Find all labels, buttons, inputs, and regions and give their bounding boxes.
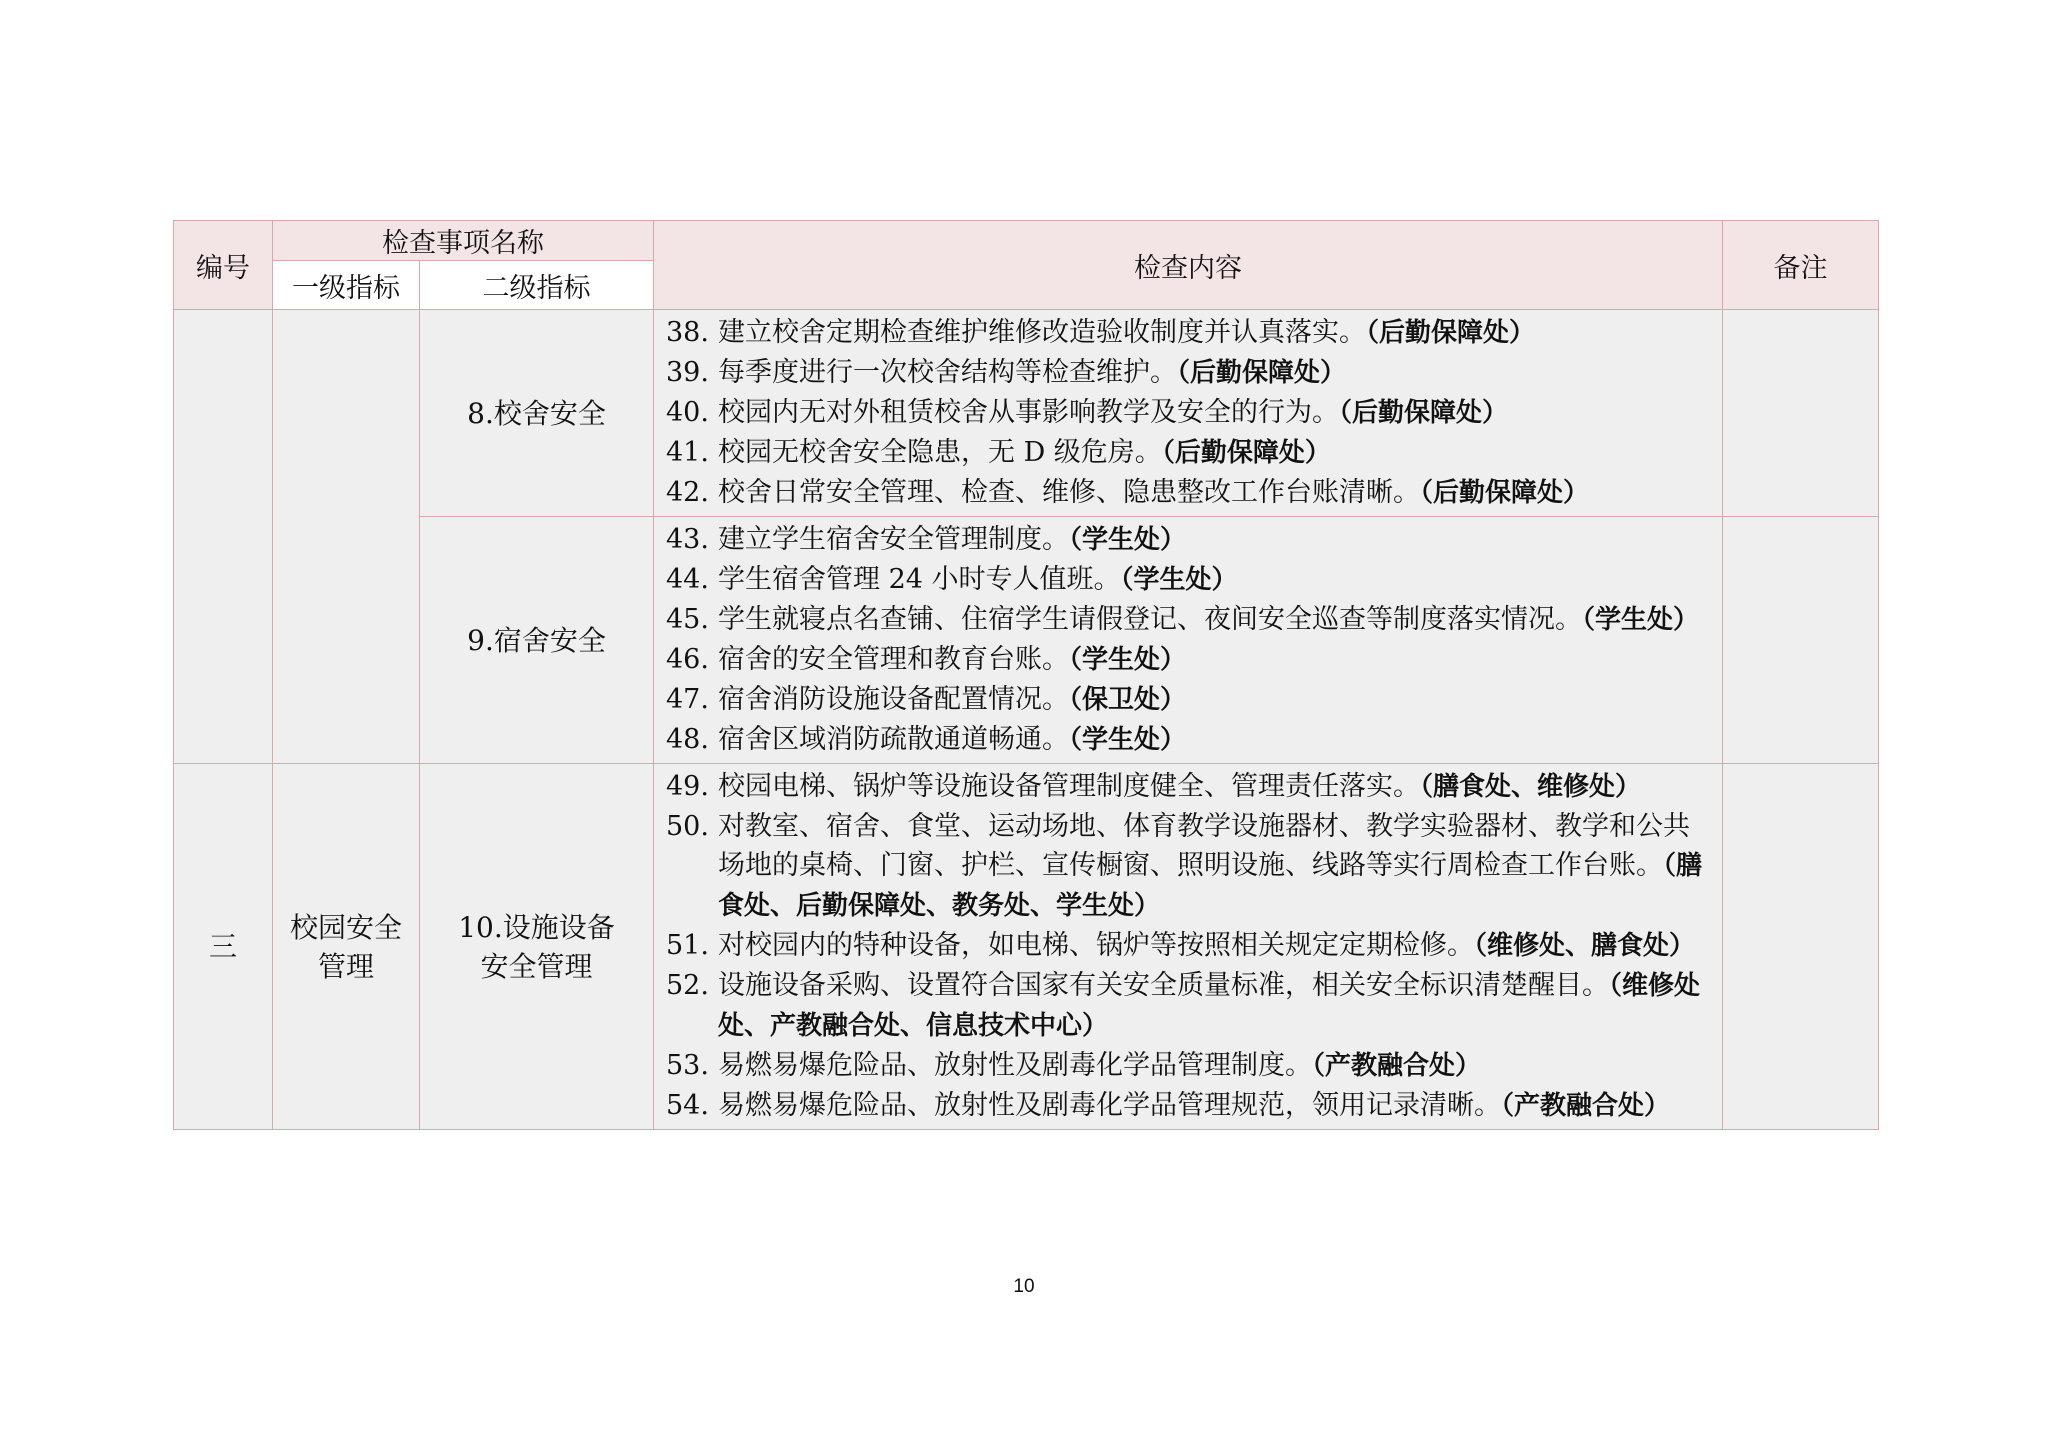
item-department: （保卫处）: [1069, 685, 1187, 715]
table-row: [174, 764, 1879, 1130]
item-department: （维修处、膳食处）: [1474, 931, 1696, 961]
content-cell: [654, 764, 1723, 1130]
item-text: 校园无校舍安全隐患，无 D 级危房。: [718, 437, 1162, 468]
item-body: [718, 807, 1708, 926]
table-row: [174, 517, 1879, 764]
item-body: [718, 393, 1708, 433]
item-body: [718, 926, 1708, 966]
item-body: [718, 353, 1708, 393]
level1-indicator: 校园安全管理: [273, 764, 420, 1130]
list-item: [666, 966, 1708, 1046]
item-department: （膳食处、后勤保障处、教务处、学生处）: [718, 851, 1703, 921]
item-body: [718, 966, 1708, 1046]
item-body: [718, 520, 1708, 560]
list-item: [666, 807, 1708, 926]
item-text: 校舍日常安全管理、检查、维修、隐患整改工作台账清晰。: [718, 477, 1420, 508]
list-item: [666, 767, 1708, 807]
item-text: 易燃易爆危险品、放射性及剧毒化学品管理制度。: [718, 1050, 1312, 1081]
header-remark: 备注: [1723, 221, 1879, 310]
list-item: [666, 313, 1708, 353]
item-text: 每季度进行一次校舍结构等检查维护。: [718, 357, 1177, 388]
item-text: 对校园内的特种设备，如电梯、锅炉等按照相关规定定期检修。: [718, 930, 1474, 961]
item-department: （学生处）: [1069, 525, 1187, 555]
header-level2: 二级指标: [420, 261, 654, 310]
list-item: [666, 600, 1708, 640]
item-department: （后勤保障处）: [1366, 318, 1536, 348]
item-number: 44.: [666, 564, 709, 595]
level2-indicator: 10.设施设备安全管理: [420, 764, 654, 1130]
list-item: [666, 560, 1708, 600]
item-department: （学生处）: [1069, 645, 1187, 675]
item-text: 宿舍的安全管理和教育台账。: [718, 644, 1069, 675]
item-text: 建立校舍定期检查维护维修改造验收制度并认真落实。: [718, 317, 1366, 348]
item-number: 39.: [666, 357, 709, 388]
item-text: 校园电梯、锅炉等设施设备管理制度健全、管理责任落实。: [718, 771, 1420, 802]
item-body: [718, 433, 1708, 473]
remark-cell: [1723, 517, 1879, 764]
item-department: （维修处处、产教融合处、信息技术中心）: [718, 971, 1701, 1041]
item-number: 38.: [666, 317, 709, 348]
item-body: [718, 313, 1708, 353]
item-number: 40.: [666, 397, 709, 428]
content-cell: [654, 517, 1723, 764]
item-body: [718, 1086, 1708, 1126]
page-number: 10: [1013, 1276, 1035, 1297]
item-department: （后勤保障处）: [1339, 398, 1509, 428]
item-number: 50.: [666, 811, 709, 842]
item-body: [718, 600, 1708, 640]
level2-indicator: 9.宿舍安全: [420, 517, 654, 764]
item-text: 校园内无对外租赁校舍从事影响教学及安全的行为。: [718, 397, 1339, 428]
item-number: 49.: [666, 771, 709, 802]
item-body: [718, 680, 1708, 720]
item-text: 宿舍消防设施设备配置情况。: [718, 684, 1069, 715]
item-body: [718, 1046, 1708, 1086]
remark-cell: [1723, 764, 1879, 1130]
item-number: 46.: [666, 644, 709, 675]
item-number: 51.: [666, 930, 709, 961]
item-text: 建立学生宿舍安全管理制度。: [718, 524, 1069, 555]
item-department: （膳食处、维修处）: [1420, 772, 1642, 802]
item-number: 43.: [666, 524, 709, 555]
item-body: [718, 560, 1708, 600]
header-no: 编号: [174, 221, 273, 310]
item-department: （产教融合处）: [1501, 1091, 1671, 1121]
item-number: 48.: [666, 724, 709, 755]
item-department: （学生处）: [1120, 565, 1238, 595]
level2-indicator: 8.校舍安全: [420, 310, 654, 517]
item-number: 42.: [666, 477, 709, 508]
item-body: [718, 640, 1708, 680]
item-body: [718, 720, 1708, 760]
item-text: 设施设备采购、设置符合国家有关安全质量标准，相关安全标识清楚醒目。: [718, 970, 1609, 1001]
item-department: （后勤保障处）: [1177, 358, 1347, 388]
item-number: 41.: [666, 437, 709, 468]
item-department: （后勤保障处）: [1420, 478, 1590, 508]
remark-cell: [1723, 310, 1879, 517]
header-content: 检查内容: [654, 221, 1723, 310]
inspection-table: [173, 220, 1879, 1130]
list-item: [666, 433, 1708, 473]
item-text: 易燃易爆危险品、放射性及剧毒化学品管理规范，领用记录清晰。: [718, 1090, 1501, 1121]
item-number: 52.: [666, 970, 709, 1001]
item-number: 53.: [666, 1050, 709, 1081]
header-level1: 一级指标: [273, 261, 420, 310]
content-cell: [654, 310, 1723, 517]
item-text: 学生宿舍管理 24 小时专人值班。: [718, 564, 1121, 595]
item-number: 47.: [666, 684, 709, 715]
table-row: [174, 310, 1879, 517]
header-group: 检查事项名称: [273, 221, 654, 261]
list-item: [666, 520, 1708, 560]
item-text: 宿舍区域消防疏散通道畅通。: [718, 724, 1069, 755]
item-body: [718, 767, 1708, 807]
list-item: [666, 393, 1708, 433]
list-item: [666, 640, 1708, 680]
item-text: 对教室、宿舍、食堂、运动场地、体育教学设施器材、教学实验器材、教学和公共场地的桌椅、门窗、护栏、宣传橱窗、照明设施、线路等实行周检查工作台账。: [718, 811, 1690, 881]
item-body: [718, 473, 1708, 513]
list-item: [666, 680, 1708, 720]
item-department: （后勤保障处）: [1161, 438, 1331, 468]
item-department: （产教融合处）: [1312, 1051, 1482, 1081]
section-number: 三: [174, 764, 273, 1130]
level1-indicator: [273, 310, 420, 764]
item-department: （学生处）: [1582, 605, 1700, 635]
item-department: （学生处）: [1069, 725, 1187, 755]
list-item: [666, 473, 1708, 513]
list-item: [666, 353, 1708, 393]
list-item: [666, 1086, 1708, 1126]
item-number: 45.: [666, 604, 709, 635]
list-item: [666, 1046, 1708, 1086]
list-item: [666, 720, 1708, 760]
header-row: [174, 221, 1879, 261]
list-item: [666, 926, 1708, 966]
item-number: 54.: [666, 1090, 709, 1121]
item-text: 学生就寝点名查铺、住宿学生请假登记、夜间安全巡查等制度落实情况。: [718, 604, 1582, 635]
section-number: [174, 310, 273, 764]
